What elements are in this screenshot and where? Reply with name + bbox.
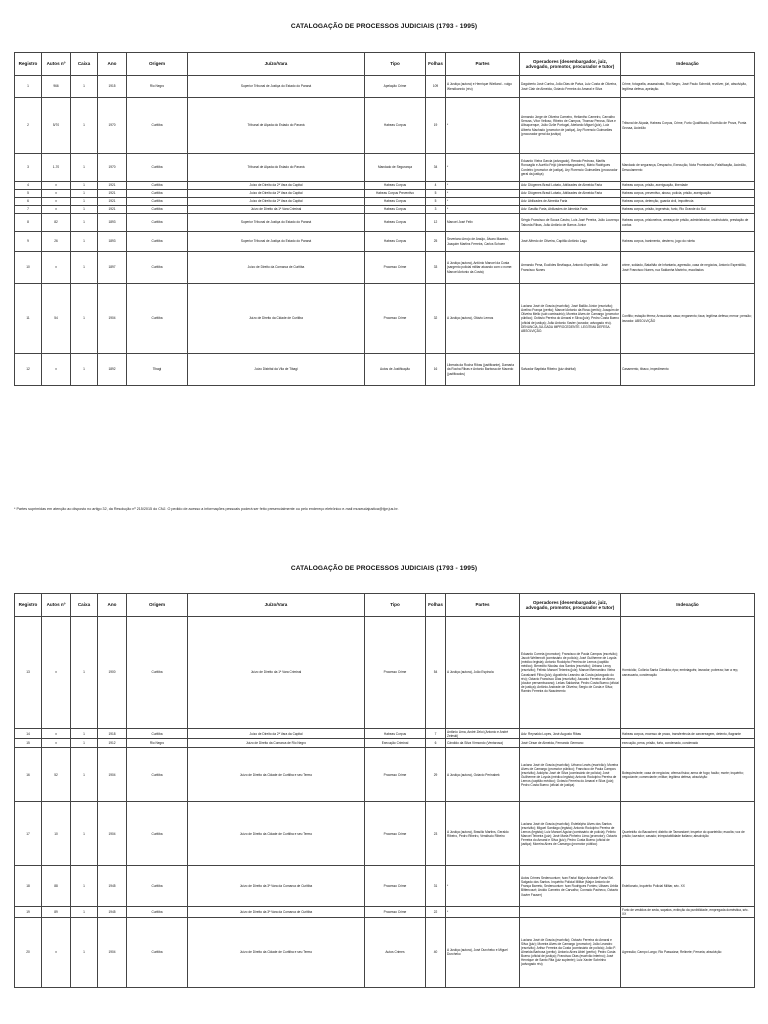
folhas-cell: 32 (426, 284, 446, 354)
partes-cell: Cândido da Silva Virmondo (Ventarosa) (446, 739, 520, 748)
caixa-cell: 1 (71, 802, 98, 866)
partes-cell: A Justiça (autora), Antônio Manoel da Costa (sargento policial militar atuando com o nome: Manoel Antonio da Costa) (446, 252, 520, 284)
operadores-cell: Adv. Diógenes Brasil Lobato, Abilizades de Almeida Faria (520, 190, 621, 198)
folhas-cell: 16 (426, 354, 446, 386)
column-header: Folhas (426, 53, 446, 76)
caixa-cell: 1 (71, 252, 98, 284)
indexacao-cell: Homicídio; Colônia Santa Cândida; ripa; embriaguês; lavrador; pobreza; bar a rep, carrascaria, condenação (621, 617, 755, 729)
tipo-cell: Processo Crime (365, 284, 426, 354)
origem-cell: Curitiba (127, 907, 188, 917)
origem-cell: Curitiba (127, 206, 188, 214)
operadores-cell: Luciano José de Gracia (escrivão); Octavio Ferreira do Amaral e Silva (juiz); Moreira Alves de Camargo (promotor); João Leandro (escrivão); Arthur Ferreira da Costa (comissário de polícia); João P. Almeida Barbosa (perito); Antonio Alves Abiel (perito); Pedro Costa Bueno (oficial de justiça); Francisco Dias (escrivão interino); José Henrique de Santo Rita (juiz suplente); Luiz Xavier Sobrinho (advogado réu) (520, 917, 621, 987)
column-header: Folhas (426, 594, 446, 617)
operadores-cell: Armando Pena, Euclides Bevilaqua, Antonio Esperidião, José Francisco Nunes (520, 252, 621, 284)
column-header: Tipo (365, 594, 426, 617)
origem-cell: Curitiba (127, 214, 188, 232)
column-header: Operadores (desembargador, juiz, advogado, promotor, procurador e tutor) (520, 594, 621, 617)
partes-cell: * (446, 198, 520, 206)
column-header: Indexação (621, 594, 755, 617)
operadores-cell: Adv. Gastão Faria, Abilizades de Almeida Faria (520, 206, 621, 214)
indexacao-cell: Habeas corpus, banimento, desterro, jogo do roleta (621, 232, 755, 252)
juizo-cell: Superior Tribunal de Justiça do Estado do Paraná (188, 214, 365, 232)
juizo-cell: Juízo de Direito da 1ª Vara Criminal (188, 206, 365, 214)
folhas-cell: 54 (426, 617, 446, 729)
partes-cell: A Justiça (autora), João Espinola (446, 617, 520, 729)
ano-cell: 1921 (98, 190, 127, 198)
juizo-cell: Juízo de Direito da Comarca de Rio Negro (188, 739, 365, 748)
tipo-cell: Habeas Corpus (365, 206, 426, 214)
tipo-cell: Processo Crime (365, 748, 426, 802)
caixa-cell: 1 (71, 284, 98, 354)
partes-cell: Liberata da Rocha Ribas (justificante), Damaria da Rocha Ribas e Antonio Barbosa de Macedo (justificados) (446, 354, 520, 386)
autos-cell: x (42, 182, 71, 190)
tipo-cell: Habeas Corpus Preventivo (365, 190, 426, 198)
indexacao-cell: Furto de vestidos de seda, sapatos, extinção da punibilidade, empregada doméstica, séc. XX (621, 907, 755, 917)
indexacao-cell: Crime, fotografia, assassinato, Rio Negro, José Paulo Schmidt, revólver, júri, absolvição, legítima defesa, apelação. (621, 76, 755, 98)
origem-cell: Curitiba (127, 729, 188, 739)
partes-cell: A Justiça (autora) e Henrique Wielland - vulgo Wendkonrdo (réu) (446, 76, 520, 98)
column-header: Caixa (71, 594, 98, 617)
juizo-cell: Juízo de Direito da 3ª Vara da Comarca de Curitiba (188, 866, 365, 907)
registro-cell: 15 (15, 739, 42, 748)
registro-cell: 16 (15, 748, 42, 802)
ano-cell: 1921 (98, 198, 127, 206)
ano-cell: 1970 (98, 154, 127, 182)
folhas-cell: 22 (426, 907, 446, 917)
folhas-cell: 40 (426, 917, 446, 987)
folhas-cell: 109 (426, 76, 446, 98)
registro-cell: 8 (15, 214, 42, 232)
partes-cell: * (446, 866, 520, 907)
registro-cell: 2 (15, 98, 42, 154)
page-2-title: CATALOGAÇÃO DE PROCESSOS JUDICIAIS (1793 - 1995) (290, 565, 478, 572)
footnote: * Partes suprimidas em atenção ao disposto no artigo 32, da Resolução nº 215/2015 do CNJ. O pedido de acesso a informações pessoais poderá ser feito presencialmente ou pelo endereço eletrônico e-mail museudajustica@tjpr.jus.br. (14, 507, 399, 511)
juizo-cell: Tribunal de Alçada do Estado do Paraná (188, 98, 365, 154)
folhas-cell: 33 (426, 252, 446, 284)
tipo-cell: Mandado de Segurança (365, 154, 426, 182)
caixa-cell: 1 (71, 617, 98, 729)
autos-cell: 10 (42, 802, 71, 866)
operadores-cell: José César de Almeida, Fernando Germano (520, 739, 621, 748)
table-header-row (15, 53, 755, 76)
operadores-cell: Armando Jorge de Oliveira Carneiro, Heliantho Carneiro, Carvalho Senuss, Vítor Velloso, Ribeiro de Campos, Thomaz Perosa, Silva e Albuquerque, João Ozõe Portugal, Abelardo Miguel (juiz), Luiz Alberto Machado (promotor de justiça), Ary Florencio Guimarães (procurador geral da justiça) (520, 98, 621, 154)
partes-cell: Antônio Lima, André Zeloi (Antonio e André Zeleski) (446, 729, 520, 739)
table-row (15, 154, 755, 182)
autos-cell: x (42, 198, 71, 206)
caixa-cell: 1 (71, 232, 98, 252)
partes-cell: * (446, 182, 520, 190)
tipo-cell: Processo Crime (365, 802, 426, 866)
ano-cell: 1904 (98, 284, 127, 354)
table-row (15, 866, 755, 907)
autos-cell: 88 (42, 866, 71, 907)
tipo-cell: Habeas Corpus (365, 98, 426, 154)
autos-cell: x (42, 917, 71, 987)
indexacao-cell: Mandado de segurança, Despacho, Execução, Nota Promissória, Falsificação, Acórdão, Desculamento (621, 154, 755, 182)
table-row (15, 748, 755, 802)
origem-cell: Curitiba (127, 182, 188, 190)
column-header: Juízo/Vara (188, 53, 365, 76)
caixa-cell: 1 (71, 154, 98, 182)
operadores-cell (520, 907, 621, 917)
caixa-cell: 1 (71, 917, 98, 987)
operadores-cell: Salvador Baptista Ribeiro (juiz distrital) (520, 354, 621, 386)
autos-cell: x (42, 354, 71, 386)
origem-cell: Curitiba (127, 198, 188, 206)
column-header: Autos nº (42, 594, 71, 617)
table-row (15, 76, 755, 98)
indexacao-cell: Habeas corpus, detenção, guarda civil, impotência (621, 198, 755, 206)
folhas-cell: 5 (426, 190, 446, 198)
origem-cell: Curitiba (127, 190, 188, 198)
juizo-cell: Juízo de Direito da 2ª Vara da Capital (188, 190, 365, 198)
operadores-cell: Sérgio Francisco de Souza Castro, Luís José Pereira, João Lourenço Taborda Ribas, João Antônio de Barros Júnior (520, 214, 621, 232)
registro-cell: 17 (15, 802, 42, 866)
caixa-cell: 1 (71, 190, 98, 198)
operadores-cell: Adv. Reynaldo Lopes, José Augusto Ribas (520, 729, 621, 739)
ano-cell: 1945 (98, 907, 127, 917)
tipo-cell: Processo Crime (365, 252, 426, 284)
autos-cell: x (42, 206, 71, 214)
autos-cell: x (42, 617, 71, 729)
table-row (15, 739, 755, 748)
autos-cell: x (42, 252, 71, 284)
tipo-cell: Habeas Corpus (365, 232, 426, 252)
autos-cell: 54 (42, 284, 71, 354)
indexacao-cell: Quarteirão do Bacacheri; distrito de Tamandaré; inspetor do quarteirão; escolta; voz de prisão; lavrador; casado; inimputabilidade italiano; absolvição (621, 802, 755, 866)
tipo-cell: Autos de Justificação (365, 354, 426, 386)
ano-cell: 1912 (98, 739, 127, 748)
table-row (15, 232, 755, 252)
registro-cell: 14 (15, 729, 42, 739)
table-row (15, 802, 755, 866)
indexacao-cell: Estelionato, Inquérito Policial Militar, séc. XX (621, 866, 755, 907)
registro-cell: 10 (15, 252, 42, 284)
juizo-cell: Juízo de Direito da 1ª Vara Criminal (188, 617, 365, 729)
registro-cell: 7 (15, 206, 42, 214)
caixa-cell: 1 (71, 907, 98, 917)
partes-cell: * (446, 206, 520, 214)
caixa-cell: 1 (71, 729, 98, 739)
caixa-cell: 1 (71, 748, 98, 802)
indexacao-cell: Habeas corpus, prisioneiros, ameaça de prisão, administrador, usufrutuário, prestação de contas (621, 214, 755, 232)
origem-cell: Curitiba (127, 917, 188, 987)
autos-cell: 1-70 (42, 154, 71, 182)
ano-cell: 1921 (98, 206, 127, 214)
column-header: Autos nº (42, 53, 71, 76)
caixa-cell: 1 (71, 354, 98, 386)
table-row (15, 198, 755, 206)
indexacao-cell: Habeas corpus, prisão, ingenésio, furto, Rio Grande do Sul (621, 206, 755, 214)
registro-cell: 4 (15, 182, 42, 190)
folhas-cell: 29 (426, 748, 446, 802)
caixa-cell: 1 (71, 198, 98, 206)
table-row (15, 617, 755, 729)
origem-cell: Curitiba (127, 748, 188, 802)
juizo-cell: Juízo de Direito da Cidade de Curitiba e seu Termo (188, 802, 365, 866)
table-row (15, 354, 755, 386)
indexacao-cell: Conflito; estação férrea; Arraucária; casa; enganento; faca; legítima defesa; menor; pensão; lavrador. ABSOLVIÇÃO (621, 284, 755, 354)
registro-cell: 1 (15, 76, 42, 98)
ano-cell: 1921 (98, 182, 127, 190)
partes-cell: Severiano Arrojo de Araújo, Álvaro Macedo, Joaquim Martins Ferreira, Carlos Schoen (446, 232, 520, 252)
partes-cell: A Justiça (autora), José Durcheko e Miguel Durcheko (446, 917, 520, 987)
origem-cell: Rio Negro (127, 739, 188, 748)
caixa-cell: 1 (71, 739, 98, 748)
origem-cell: Curitiba (127, 154, 188, 182)
partes-cell: A Justiça (autora), Octavio Perinabek (446, 748, 520, 802)
partes-cell: Manoel José Felix (446, 214, 520, 232)
registro-cell: 5 (15, 190, 42, 198)
origem-cell: Curitiba (127, 617, 188, 729)
autos-cell: 5/70 (42, 98, 71, 154)
autos-cell: x (42, 739, 71, 748)
partes-cell: * (446, 907, 520, 917)
column-header: Operadores (desembargador, juiz, advogado, promotor, procurador e tutor) (520, 53, 621, 76)
table-row (15, 252, 755, 284)
juizo-cell: Juízo Distrital da Vila de Tibagi (188, 354, 365, 386)
indexacao-cell: Tribunal de Alçada, Habeas Corpus, Crime, Furto Qualificado, Escrivão de Prova, Ponta Grossa, Acórdão (621, 98, 755, 154)
operadores-cell: Adv. Abilizades de Almeida Faria (520, 198, 621, 206)
column-header: Ano (98, 594, 127, 617)
table-row (15, 284, 755, 354)
folhas-cell: 19 (426, 98, 446, 154)
indexacao-cell: Agressão; Campo Largo; Rio Passaúna; Relinete; Ferraria; absolvição (621, 917, 755, 987)
tipo-cell: Processo Crime (365, 617, 426, 729)
column-header: Caixa (71, 53, 98, 76)
folhas-cell: 31 (426, 866, 446, 907)
operadores-cell: Dagoberto José Cunha, João Dias de Paiva, Luiz Costa de Oliveira, José Clair de Almeida, Octavio Ferreira do Amaral e Silva (520, 76, 621, 98)
table-row (15, 917, 755, 987)
juizo-cell: Juízo de Direito da 2ª Vara da Capital (188, 729, 365, 739)
origem-cell: Curitiba (127, 866, 188, 907)
registro-cell: 6 (15, 198, 42, 206)
ano-cell: 1893 (98, 214, 127, 232)
folhas-cell: 34 (426, 154, 446, 182)
column-header: Registro (15, 594, 42, 617)
ano-cell: 1904 (98, 748, 127, 802)
registro-cell: 9 (15, 232, 42, 252)
table-row (15, 729, 755, 739)
tipo-cell: Habeas Corpus (365, 214, 426, 232)
tipo-cell: Processo Crime (365, 866, 426, 907)
origem-cell: Curitiba (127, 284, 188, 354)
ano-cell: 1900 (98, 617, 127, 729)
table-row (15, 214, 755, 232)
partes-cell: * (446, 98, 520, 154)
autos-cell: 52 (42, 748, 71, 802)
juizo-cell: Juízo de Direito da Cidade de Curitiba e seu Termo (188, 917, 365, 987)
registro-cell: 19 (15, 907, 42, 917)
tipo-cell: Habeas Corpus (365, 182, 426, 190)
column-header: Juízo/Vara (188, 594, 365, 617)
column-header: Ano (98, 53, 127, 76)
tipo-cell: Processo Crime (365, 907, 426, 917)
folhas-cell: 7 (426, 729, 446, 739)
juizo-cell: Juízo de Direito da Cidade de Curitiba e seu Termo (188, 748, 365, 802)
caixa-cell: 1 (71, 866, 98, 907)
partes-cell: A Justiça (autora), Brasílio Martins, Geraldo Ribeiro, Pedro Ribeiro, Veraliscio Ribeiro (446, 802, 520, 866)
operadores-cell: Adv. Diógenes Brasil Lobato, Abilizades de Almeida Faria (520, 182, 621, 190)
ano-cell: 1892 (98, 354, 127, 386)
indexacao-cell: Habeas corpus, prisão, averiguação, liberdade (621, 182, 755, 190)
caixa-cell: 1 (71, 98, 98, 154)
tipo-cell: Habeas Corpus (365, 198, 426, 206)
operadores-cell: Autos Crimes Sedenuorium; Ivan Faria/ Major Andrade Faria/ Sel. Salgado dos Santos. Inquérito Policial Militar (Major Antonio de França Barreto, Sedenuorium: Ivan Rodrigues Fontes; Ulisses Urbila Bittencourt; Aroldo Carneiro de Carvalho; Conrado Pacheco, Octavio Xavier Fauser) (520, 866, 621, 907)
registro-cell: 3 (15, 154, 42, 182)
partes-cell: * (446, 154, 520, 182)
page-1-title: CATALOGAÇÃO DE PROCESSOS JUDICIAIS (1793 - 1995) (290, 23, 478, 30)
autos-cell: x (42, 190, 71, 198)
origem-cell: Curitiba (127, 802, 188, 866)
operadores-cell: Eduardo Vieira Garcia (advogado), Renato Pedroso, Marilis Roncaglio e Aurélio Feijó (desembargadores), Mário Rodrigues Cordeiro (promotor de justiça), Ary Florencio Guimarães (procurador geral da justiça) (520, 154, 621, 182)
tipo-cell: Habeas Corpus (365, 729, 426, 739)
partes-cell: A Justiça (autora), Otávio Lemos (446, 284, 520, 354)
caixa-cell: 1 (71, 182, 98, 190)
registro-cell: 11 (15, 284, 42, 354)
origem-cell: Curitiba (127, 252, 188, 284)
tipo-cell: Execução Criminal (365, 739, 426, 748)
operadores-cell: Luciano José de Gracia (escrivão); José Bailão Júnior (escrivão); Avelino França (perito); Manoel Antonio da Rosa (perito); Joaquim de Oliveira Mello (sub comissário); Moreira Alves de Camargo (promotor público); Octávio Pereira do Amaral e Silva (juiz); Pedro Costa Bueno (oficial de justiça); João Antonio Xavier (curador, advogado réu). DENUNCIA JULGADA IMPROCEDENTE. LEGITIMA DEFESA. ABSOLVIÇÃO. (520, 284, 621, 354)
origem-cell: Curitiba (127, 98, 188, 154)
folhas-cell: 6 (426, 739, 446, 748)
ano-cell: 1918 (98, 729, 127, 739)
autos-cell: 89 (42, 907, 71, 917)
indexacao-cell: Casamento, tibaco, impedimento (621, 354, 755, 386)
column-header: Tipo (365, 53, 426, 76)
ano-cell: 1915 (98, 76, 127, 98)
juizo-cell: Juízo de Direito da 3ª Vara da Comarca de Curitiba (188, 907, 365, 917)
indexacao-cell: Botequim/ante; casa de negócios; ofensa física; arma de fogo; facão; morte; inquérito; negociante; comerciante; militar; legítima defesa; absolvição (621, 748, 755, 802)
caixa-cell: 1 (71, 76, 98, 98)
catalog-table-page-2 (14, 593, 755, 988)
registro-cell: 12 (15, 354, 42, 386)
autos-cell: x (42, 729, 71, 739)
autos-cell: 26 (42, 232, 71, 252)
table-row (15, 182, 755, 190)
ano-cell: 1970 (98, 98, 127, 154)
origem-cell: Curitiba (127, 232, 188, 252)
tipo-cell: Autos Crimes (365, 917, 426, 987)
tipo-cell: Apelação Crime (365, 76, 426, 98)
juizo-cell: Juízo de Direito da 2ª Vara da Capital (188, 198, 365, 206)
registro-cell: 13 (15, 617, 42, 729)
column-header: Indexação (621, 53, 755, 76)
folhas-cell: 25 (426, 232, 446, 252)
origem-cell: Tibagi (127, 354, 188, 386)
registro-cell: 18 (15, 866, 42, 907)
caixa-cell: 1 (71, 214, 98, 232)
origem-cell: Rio Negro (127, 76, 188, 98)
table-header-row (15, 594, 755, 617)
indexacao-cell: Habeas corpus, preventivo, abuso, polícia, prisão, averiguação (621, 190, 755, 198)
juizo-cell: Juízo de Direito da 2ª Vara da Capital (188, 182, 365, 190)
ano-cell: 1945 (98, 866, 127, 907)
indexacao-cell: crime, soldado, Batalhão de Infantaria, agressão, casa de negócios, Antonio Esperidião, José Francisco Nunes, rua Saldanha Marinho, escoltados (621, 252, 755, 284)
column-header: Origem (127, 53, 188, 76)
autos-cell: 82 (42, 214, 71, 232)
column-header: Registro (15, 53, 42, 76)
folhas-cell: 23 (426, 802, 446, 866)
operadores-cell: Eduardo Correia (promotor); Francisco de Paula Campos (escrivão); Jacob Weltenrott (comissário de polícia); José Guilherme de Loyola (médico legista); Antonio Rodolpho Pereira de Lemos (capitão médico); Benedito Nicolau dos Santos (escrivão); Urbano Leroy (escrivão); Felinto Manoel Teixeira (juiz); Manoel Bernardino Vieira Cavalcanti Filho (juiz); Agostinho Leandro da Costa (advogado do réu); Octavio Francisco Dias (escrivão); Ascanio Ferreira de Abreu (doutor pernambucano); Leôas Saldanha; Pedro Costa Bueno (oficial de justiça); Antônio Andrade de Oliveira; Sergio de Costa e Silva; Ramiro Ferreira do Nascimento (520, 617, 621, 729)
folhas-cell: 5 (426, 198, 446, 206)
operadores-cell: José Alfredo de Oliveira, Capitão Antônio Lago (520, 232, 621, 252)
juizo-cell: Superior Tribunal de Justiça do Estado do Paraná (188, 232, 365, 252)
column-header: Partes (446, 53, 520, 76)
caixa-cell: 1 (71, 206, 98, 214)
ano-cell: 1897 (98, 252, 127, 284)
column-header: Partes (446, 594, 520, 617)
juizo-cell: Juízo de Direito da Comarca de Curitiba (188, 252, 365, 284)
autos-cell: 966 (42, 76, 71, 98)
operadores-cell: Luciano José de Gracia (escrivão); Estefalpho Alves dos Santos (escrivão); Miguel Santiago (legista); Antonio Rodolpho Pereira de Lemos (legista); Luiz Manoel Aguiar (comissário de polícia); Felinto Manoel Teixeira (juiz); José Maria Pinheiro Lima (promotor); Octavio Ferreira do Amaral e Silva (juiz); Pedro Costa Bueno (oficial de justiça); Moreira Alves de Camargo (promotor público) (520, 802, 621, 866)
ano-cell: 1893 (98, 232, 127, 252)
ano-cell: 1904 (98, 802, 127, 866)
folhas-cell: 3 (426, 206, 446, 214)
table-row (15, 190, 755, 198)
registro-cell: 20 (15, 917, 42, 987)
partes-cell: * (446, 190, 520, 198)
operadores-cell: Luciano José de Gracia (escrivão); Urbano Lewis (escrivão); Moreira Alves de Camargo (promotor público); Francisco de Paula Campos (escrivão); Adolpho José de Silva (comissário de polícia); José Guilherme de Loyola (médico legista); Antonio Rodolpho Pereira de Lemos (capitão médico); Octavio Ferreira do Amaral e Silva (juiz); Pedro Costa Bueno (oficial de justiça) (520, 748, 621, 802)
indexacao-cell: execução, pena, prisão, furto, condenado, condenado (621, 739, 755, 748)
folhas-cell: 4 (426, 182, 446, 190)
table-row (15, 206, 755, 214)
column-header: Origem (127, 594, 188, 617)
juizo-cell: Superior Tribunal de Justiça do Estado do Paraná (188, 76, 365, 98)
juizo-cell: Tribunal de Alçada do Estado do Paraná (188, 154, 365, 182)
indexacao-cell: Habeas corpus, excesso de prazo, transferência de carcereagem, detento, flagrante (621, 729, 755, 739)
ano-cell: 1904 (98, 917, 127, 987)
catalog-table-page-1 (14, 52, 755, 386)
table-row (15, 907, 755, 917)
table-row (15, 98, 755, 154)
folhas-cell: 12 (426, 214, 446, 232)
juizo-cell: Juízo de Direito da Cidade de Curitiba (188, 284, 365, 354)
